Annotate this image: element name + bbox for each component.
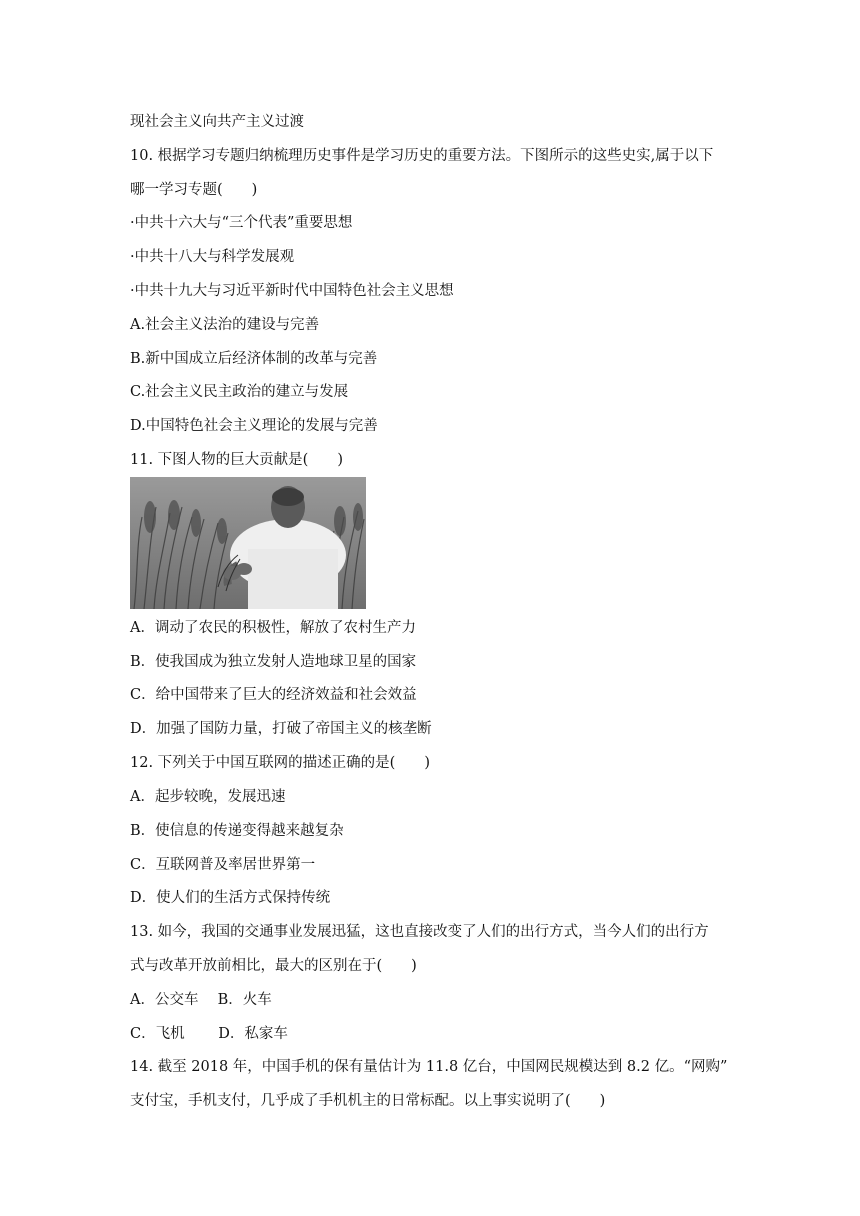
question-13-options-cd: C．飞机 D．私家车 (130, 1026, 288, 1042)
question-11-stem: 11. 下图人物的巨大贡献是( ) (130, 452, 343, 468)
question-12-stem: 12. 下列关于中国互联网的描述正确的是( ) (130, 755, 430, 771)
question-12-option-c: C．互联网普及率居世界第一 (130, 857, 316, 873)
question-10-bullet-1: ·中共十六大与“三个代表”重要思想 (130, 215, 353, 231)
question-10-stem-cont: 哪一学习专题( ) (130, 182, 258, 198)
question-11-option-d: D．加强了国防力量，打破了帝国主义的核垄断 (130, 721, 432, 737)
question-10-bullet-2: ·中共十八大与科学发展观 (130, 249, 295, 265)
question-12-option-d: D．使人们的生活方式保持传统 (130, 890, 331, 906)
question-14-stem: 14. 截至 2018 年，中国手机的保有量估计为 11.8 亿台，中国网民规模达到 8.2 亿。“网购” (130, 1059, 728, 1075)
question-13-options-ab: A．公交车 B．火车 (130, 992, 272, 1008)
question-11-photo (130, 477, 366, 609)
question-10-option-b: B.新中国成立后经济体制的改革与完善 (130, 351, 378, 367)
question-10-option-a: A.社会主义法治的建设与完善 (130, 317, 320, 333)
question-13-stem-cont: 式与改革开放前相比，最大的区别在于( ) (130, 958, 417, 974)
question-11-option-a: A．调动了农民的积极性，解放了农村生产力 (130, 620, 416, 636)
question-10-option-d: D.中国特色社会主义理论的发展与完善 (130, 418, 378, 434)
question-13-stem: 13. 如今，我国的交通事业发展迅猛，这也直接改变了人们的出行方式，当今人们的出行方 (130, 924, 709, 940)
question-10-option-c: C.社会主义民主政治的建立与发展 (130, 384, 349, 400)
question-11-option-b: B．使我国成为独立发射人造地球卫星的国家 (130, 654, 417, 670)
question-10-stem: 10. 根据学习专题归纳梳理历史事件是学习历史的重要方法。下图所示的这些史实,属于以下 (130, 148, 714, 164)
question-12-option-b: B．使信息的传递变得越来越复杂 (130, 823, 344, 839)
question-11-option-c: C．给中国带来了巨大的经济效益和社会效益 (130, 687, 417, 703)
text-line-continuation: 现社会主义向共产主义过渡 (130, 114, 304, 130)
question-10-bullet-3: ·中共十九大与习近平新时代中国特色社会主义思想 (130, 283, 454, 299)
question-12-option-a: A．起步较晚，发展迅速 (130, 789, 286, 805)
question-14-stem-cont: 支付宝，手机支付，几乎成了手机机主的日常标配。以上事实说明了( ) (130, 1093, 606, 1109)
